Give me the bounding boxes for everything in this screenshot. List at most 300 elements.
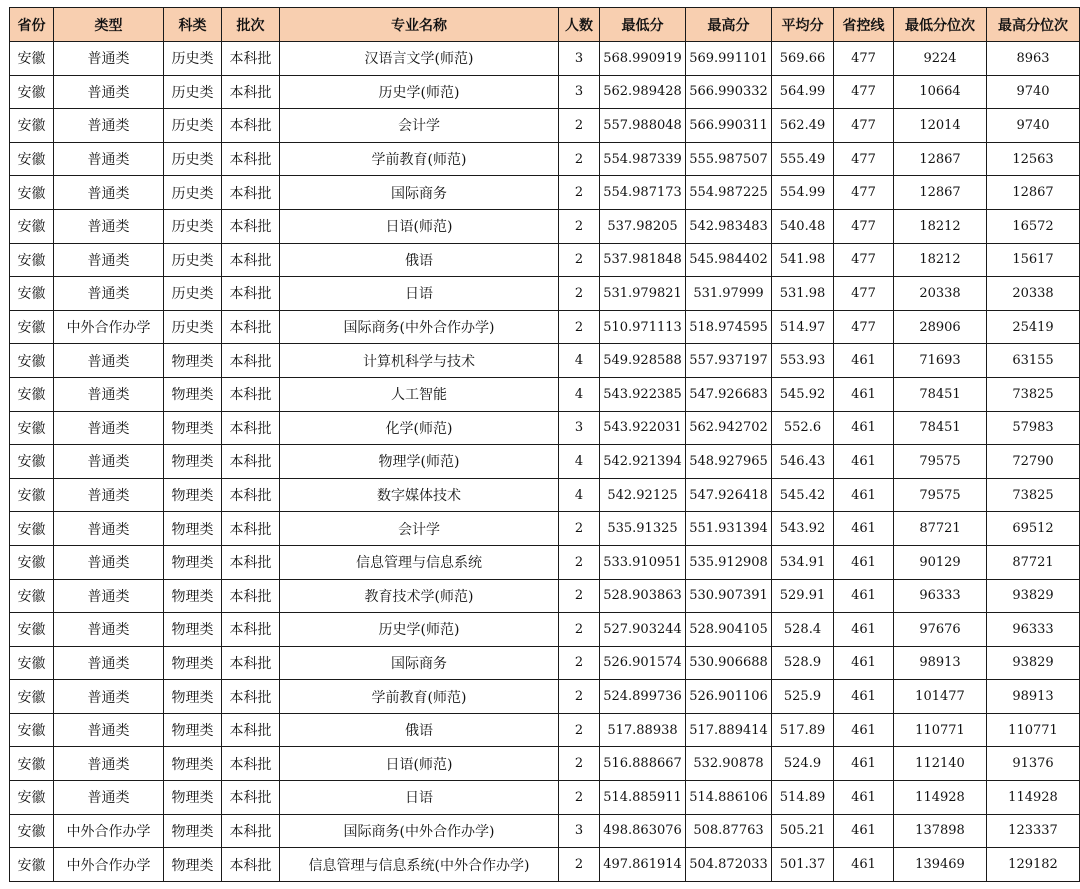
header-control-line: 省控线 <box>834 8 894 42</box>
header-max-rank: 最高分位次 <box>987 8 1080 42</box>
cell-batch: 本科批 <box>222 109 280 143</box>
cell-min-score: 537.98205 <box>600 209 686 243</box>
cell-min-rank: 20338 <box>894 277 987 311</box>
cell-control-line: 461 <box>834 747 894 781</box>
cell-type: 普通类 <box>54 445 164 479</box>
cell-batch: 本科批 <box>222 176 280 210</box>
cell-count: 2 <box>559 142 600 176</box>
table-row <box>10 176 1080 210</box>
cell-max-rank: 91376 <box>987 747 1080 781</box>
cell-control-line: 461 <box>834 545 894 579</box>
cell-batch: 本科批 <box>222 579 280 613</box>
table-row <box>10 545 1080 579</box>
cell-subject: 物理类 <box>164 713 222 747</box>
cell-count: 2 <box>559 848 600 882</box>
cell-province: 安徽 <box>10 713 54 747</box>
cell-province: 安徽 <box>10 680 54 714</box>
cell-control-line: 477 <box>834 209 894 243</box>
cell-avg-score: 514.97 <box>772 310 834 344</box>
header-count: 人数 <box>559 8 600 42</box>
cell-major: 信息管理与信息系统 <box>280 545 559 579</box>
table-row <box>10 613 1080 647</box>
cell-max-score: 554.987225 <box>686 176 772 210</box>
cell-min-score: 526.901574 <box>600 646 686 680</box>
cell-subject: 物理类 <box>164 377 222 411</box>
cell-avg-score: 562.49 <box>772 109 834 143</box>
cell-min-rank: 114928 <box>894 781 987 815</box>
cell-type: 普通类 <box>54 243 164 277</box>
cell-province: 安徽 <box>10 310 54 344</box>
cell-province: 安徽 <box>10 445 54 479</box>
cell-avg-score: 517.89 <box>772 713 834 747</box>
cell-avg-score: 501.37 <box>772 848 834 882</box>
cell-batch: 本科批 <box>222 848 280 882</box>
cell-batch: 本科批 <box>222 142 280 176</box>
cell-max-rank: 8963 <box>987 42 1080 76</box>
cell-subject: 物理类 <box>164 545 222 579</box>
cell-avg-score: 546.43 <box>772 445 834 479</box>
cell-major: 日语 <box>280 277 559 311</box>
cell-type: 普通类 <box>54 75 164 109</box>
cell-major: 日语(师范) <box>280 209 559 243</box>
cell-batch: 本科批 <box>222 445 280 479</box>
cell-max-score: 551.931394 <box>686 512 772 546</box>
cell-control-line: 461 <box>834 411 894 445</box>
cell-min-rank: 79575 <box>894 478 987 512</box>
cell-count: 2 <box>559 243 600 277</box>
cell-count: 3 <box>559 411 600 445</box>
cell-min-score: 568.990919 <box>600 42 686 76</box>
header-type: 类型 <box>54 8 164 42</box>
cell-max-score: 547.926418 <box>686 478 772 512</box>
cell-avg-score: 552.6 <box>772 411 834 445</box>
cell-max-rank: 98913 <box>987 680 1080 714</box>
header-subject: 科类 <box>164 8 222 42</box>
cell-batch: 本科批 <box>222 277 280 311</box>
cell-min-score: 543.922031 <box>600 411 686 445</box>
cell-province: 安徽 <box>10 613 54 647</box>
cell-min-score: 543.922385 <box>600 377 686 411</box>
cell-min-score: 557.988048 <box>600 109 686 143</box>
cell-type: 普通类 <box>54 680 164 714</box>
cell-province: 安徽 <box>10 545 54 579</box>
table-row <box>10 142 1080 176</box>
cell-max-score: 532.90878 <box>686 747 772 781</box>
table-row <box>10 75 1080 109</box>
cell-count: 2 <box>559 646 600 680</box>
cell-province: 安徽 <box>10 646 54 680</box>
cell-avg-score: 540.48 <box>772 209 834 243</box>
cell-type: 普通类 <box>54 176 164 210</box>
cell-type: 普通类 <box>54 512 164 546</box>
cell-major: 国际商务 <box>280 176 559 210</box>
cell-control-line: 477 <box>834 176 894 210</box>
cell-min-rank: 137898 <box>894 814 987 848</box>
cell-avg-score: 545.92 <box>772 377 834 411</box>
cell-type: 普通类 <box>54 579 164 613</box>
cell-max-rank: 57983 <box>987 411 1080 445</box>
cell-max-rank: 9740 <box>987 109 1080 143</box>
cell-avg-score: 553.93 <box>772 344 834 378</box>
cell-count: 3 <box>559 42 600 76</box>
cell-control-line: 477 <box>834 243 894 277</box>
cell-control-line: 461 <box>834 445 894 479</box>
cell-max-rank: 73825 <box>987 478 1080 512</box>
table-row <box>10 579 1080 613</box>
cell-major: 会计学 <box>280 512 559 546</box>
cell-avg-score: 541.98 <box>772 243 834 277</box>
cell-subject: 物理类 <box>164 613 222 647</box>
cell-major: 数字媒体技术 <box>280 478 559 512</box>
table-row <box>10 42 1080 76</box>
cell-batch: 本科批 <box>222 344 280 378</box>
cell-batch: 本科批 <box>222 411 280 445</box>
cell-province: 安徽 <box>10 377 54 411</box>
cell-count: 4 <box>559 377 600 411</box>
table-row <box>10 209 1080 243</box>
cell-major: 汉语言文学(师范) <box>280 42 559 76</box>
cell-max-rank: 9740 <box>987 75 1080 109</box>
cell-batch: 本科批 <box>222 243 280 277</box>
cell-province: 安徽 <box>10 42 54 76</box>
cell-max-score: 566.990311 <box>686 109 772 143</box>
cell-control-line: 461 <box>834 512 894 546</box>
cell-min-score: 528.903863 <box>600 579 686 613</box>
table-row <box>10 109 1080 143</box>
cell-count: 2 <box>559 545 600 579</box>
cell-avg-score: 524.9 <box>772 747 834 781</box>
cell-min-rank: 96333 <box>894 579 987 613</box>
cell-max-rank: 16572 <box>987 209 1080 243</box>
header-province: 省份 <box>10 8 54 42</box>
cell-count: 2 <box>559 613 600 647</box>
cell-control-line: 461 <box>834 680 894 714</box>
cell-max-score: 528.904105 <box>686 613 772 647</box>
cell-subject: 物理类 <box>164 747 222 781</box>
table-row <box>10 445 1080 479</box>
table-row <box>10 310 1080 344</box>
cell-max-score: 518.974595 <box>686 310 772 344</box>
cell-count: 2 <box>559 781 600 815</box>
cell-type: 中外合作办学 <box>54 848 164 882</box>
cell-max-rank: 87721 <box>987 545 1080 579</box>
cell-subject: 历史类 <box>164 142 222 176</box>
cell-avg-score: 555.49 <box>772 142 834 176</box>
cell-major: 物理学(师范) <box>280 445 559 479</box>
cell-max-rank: 12867 <box>987 176 1080 210</box>
cell-max-score: 526.901106 <box>686 680 772 714</box>
cell-min-score: 535.91325 <box>600 512 686 546</box>
cell-max-score: 569.991101 <box>686 42 772 76</box>
cell-type: 普通类 <box>54 713 164 747</box>
cell-major: 历史学(师范) <box>280 613 559 647</box>
cell-min-score: 498.863076 <box>600 814 686 848</box>
cell-type: 普通类 <box>54 142 164 176</box>
cell-major: 学前教育(师范) <box>280 680 559 714</box>
cell-batch: 本科批 <box>222 747 280 781</box>
cell-type: 普通类 <box>54 747 164 781</box>
cell-province: 安徽 <box>10 579 54 613</box>
cell-count: 3 <box>559 814 600 848</box>
cell-max-rank: 93829 <box>987 646 1080 680</box>
cell-province: 安徽 <box>10 209 54 243</box>
header-batch: 批次 <box>222 8 280 42</box>
cell-control-line: 461 <box>834 713 894 747</box>
cell-batch: 本科批 <box>222 781 280 815</box>
table-row <box>10 277 1080 311</box>
cell-control-line: 461 <box>834 344 894 378</box>
cell-avg-score: 564.99 <box>772 75 834 109</box>
cell-max-rank: 63155 <box>987 344 1080 378</box>
cell-subject: 历史类 <box>164 310 222 344</box>
cell-max-score: 555.987507 <box>686 142 772 176</box>
cell-major: 国际商务(中外合作办学) <box>280 310 559 344</box>
cell-subject: 物理类 <box>164 411 222 445</box>
cell-min-rank: 10664 <box>894 75 987 109</box>
cell-min-score: 554.987339 <box>600 142 686 176</box>
cell-province: 安徽 <box>10 142 54 176</box>
cell-control-line: 461 <box>834 377 894 411</box>
cell-major: 计算机科学与技术 <box>280 344 559 378</box>
table-body <box>10 42 1080 882</box>
cell-batch: 本科批 <box>222 814 280 848</box>
cell-type: 普通类 <box>54 545 164 579</box>
cell-min-rank: 71693 <box>894 344 987 378</box>
cell-max-rank: 72790 <box>987 445 1080 479</box>
cell-max-score: 535.912908 <box>686 545 772 579</box>
cell-max-rank: 110771 <box>987 713 1080 747</box>
cell-min-score: 514.885911 <box>600 781 686 815</box>
cell-subject: 历史类 <box>164 209 222 243</box>
cell-max-score: 562.942702 <box>686 411 772 445</box>
cell-max-rank: 20338 <box>987 277 1080 311</box>
cell-province: 安徽 <box>10 747 54 781</box>
cell-subject: 历史类 <box>164 109 222 143</box>
cell-min-score: 562.989428 <box>600 75 686 109</box>
cell-count: 2 <box>559 277 600 311</box>
cell-subject: 历史类 <box>164 42 222 76</box>
cell-max-score: 547.926683 <box>686 377 772 411</box>
cell-control-line: 461 <box>834 478 894 512</box>
cell-max-rank: 25419 <box>987 310 1080 344</box>
cell-min-rank: 12867 <box>894 176 987 210</box>
cell-major: 人工智能 <box>280 377 559 411</box>
cell-type: 普通类 <box>54 109 164 143</box>
cell-min-rank: 18212 <box>894 243 987 277</box>
cell-min-rank: 78451 <box>894 377 987 411</box>
cell-subject: 物理类 <box>164 781 222 815</box>
cell-avg-score: 569.66 <box>772 42 834 76</box>
table-row <box>10 646 1080 680</box>
table-row <box>10 411 1080 445</box>
cell-subject: 物理类 <box>164 344 222 378</box>
cell-min-rank: 98913 <box>894 646 987 680</box>
cell-min-rank: 87721 <box>894 512 987 546</box>
cell-min-rank: 78451 <box>894 411 987 445</box>
cell-max-score: 508.87763 <box>686 814 772 848</box>
cell-max-rank: 15617 <box>987 243 1080 277</box>
cell-major: 学前教育(师范) <box>280 142 559 176</box>
cell-avg-score: 531.98 <box>772 277 834 311</box>
cell-count: 2 <box>559 579 600 613</box>
cell-min-score: 542.921394 <box>600 445 686 479</box>
cell-subject: 历史类 <box>164 176 222 210</box>
cell-count: 2 <box>559 176 600 210</box>
cell-batch: 本科批 <box>222 377 280 411</box>
cell-min-rank: 79575 <box>894 445 987 479</box>
cell-max-rank: 96333 <box>987 613 1080 647</box>
cell-batch: 本科批 <box>222 680 280 714</box>
header-min-rank: 最低分位次 <box>894 8 987 42</box>
cell-control-line: 477 <box>834 75 894 109</box>
cell-control-line: 461 <box>834 646 894 680</box>
cell-type: 普通类 <box>54 613 164 647</box>
cell-max-score: 542.983483 <box>686 209 772 243</box>
cell-min-rank: 28906 <box>894 310 987 344</box>
cell-max-score: 517.889414 <box>686 713 772 747</box>
cell-type: 普通类 <box>54 411 164 445</box>
table-row <box>10 512 1080 546</box>
cell-max-score: 530.906688 <box>686 646 772 680</box>
cell-province: 安徽 <box>10 109 54 143</box>
cell-major: 日语 <box>280 781 559 815</box>
table-row <box>10 478 1080 512</box>
table-row <box>10 747 1080 781</box>
cell-count: 2 <box>559 747 600 781</box>
cell-type: 普通类 <box>54 478 164 512</box>
cell-avg-score: 514.89 <box>772 781 834 815</box>
cell-control-line: 461 <box>834 579 894 613</box>
cell-control-line: 461 <box>834 814 894 848</box>
cell-count: 2 <box>559 209 600 243</box>
cell-type: 普通类 <box>54 377 164 411</box>
table-row <box>10 377 1080 411</box>
cell-province: 安徽 <box>10 848 54 882</box>
cell-count: 2 <box>559 512 600 546</box>
cell-batch: 本科批 <box>222 209 280 243</box>
cell-max-score: 504.872033 <box>686 848 772 882</box>
cell-max-rank: 114928 <box>987 781 1080 815</box>
cell-major: 教育技术学(师范) <box>280 579 559 613</box>
cell-batch: 本科批 <box>222 42 280 76</box>
cell-min-score: 524.899736 <box>600 680 686 714</box>
cell-count: 2 <box>559 109 600 143</box>
cell-min-score: 549.928588 <box>600 344 686 378</box>
table-row <box>10 848 1080 882</box>
cell-avg-score: 525.9 <box>772 680 834 714</box>
cell-control-line: 461 <box>834 781 894 815</box>
cell-major: 日语(师范) <box>280 747 559 781</box>
cell-major: 俄语 <box>280 243 559 277</box>
cell-control-line: 477 <box>834 277 894 311</box>
cell-batch: 本科批 <box>222 646 280 680</box>
cell-count: 3 <box>559 75 600 109</box>
cell-subject: 历史类 <box>164 277 222 311</box>
cell-max-score: 557.937197 <box>686 344 772 378</box>
cell-max-rank: 129182 <box>987 848 1080 882</box>
cell-subject: 物理类 <box>164 680 222 714</box>
cell-min-score: 542.92125 <box>600 478 686 512</box>
cell-province: 安徽 <box>10 277 54 311</box>
header-avg-score: 平均分 <box>772 8 834 42</box>
cell-min-score: 517.88938 <box>600 713 686 747</box>
cell-subject: 物理类 <box>164 512 222 546</box>
cell-min-rank: 9224 <box>894 42 987 76</box>
cell-type: 中外合作办学 <box>54 310 164 344</box>
cell-count: 4 <box>559 344 600 378</box>
cell-max-rank: 93829 <box>987 579 1080 613</box>
cell-min-rank: 139469 <box>894 848 987 882</box>
cell-min-score: 497.861914 <box>600 848 686 882</box>
cell-major: 历史学(师范) <box>280 75 559 109</box>
cell-control-line: 461 <box>834 613 894 647</box>
cell-count: 2 <box>559 713 600 747</box>
cell-min-rank: 12014 <box>894 109 987 143</box>
cell-type: 普通类 <box>54 209 164 243</box>
cell-control-line: 477 <box>834 42 894 76</box>
cell-type: 普通类 <box>54 42 164 76</box>
cell-max-score: 514.886106 <box>686 781 772 815</box>
cell-control-line: 477 <box>834 142 894 176</box>
cell-min-rank: 12867 <box>894 142 987 176</box>
cell-subject: 物理类 <box>164 445 222 479</box>
cell-major: 俄语 <box>280 713 559 747</box>
cell-type: 普通类 <box>54 344 164 378</box>
cell-avg-score: 529.91 <box>772 579 834 613</box>
cell-max-score: 531.97999 <box>686 277 772 311</box>
cell-min-score: 527.903244 <box>600 613 686 647</box>
cell-max-score: 545.984402 <box>686 243 772 277</box>
cell-batch: 本科批 <box>222 613 280 647</box>
cell-province: 安徽 <box>10 176 54 210</box>
cell-batch: 本科批 <box>222 310 280 344</box>
cell-avg-score: 534.91 <box>772 545 834 579</box>
cell-province: 安徽 <box>10 75 54 109</box>
cell-subject: 物理类 <box>164 814 222 848</box>
cell-min-rank: 112140 <box>894 747 987 781</box>
cell-max-score: 530.907391 <box>686 579 772 613</box>
cell-major: 国际商务(中外合作办学) <box>280 814 559 848</box>
cell-province: 安徽 <box>10 814 54 848</box>
cell-major: 会计学 <box>280 109 559 143</box>
cell-count: 4 <box>559 445 600 479</box>
cell-avg-score: 528.9 <box>772 646 834 680</box>
cell-control-line: 477 <box>834 109 894 143</box>
cell-count: 2 <box>559 310 600 344</box>
header-max-score: 最高分 <box>686 8 772 42</box>
table-row <box>10 344 1080 378</box>
cell-batch: 本科批 <box>222 512 280 546</box>
cell-province: 安徽 <box>10 781 54 815</box>
cell-type: 普通类 <box>54 277 164 311</box>
cell-min-score: 510.971113 <box>600 310 686 344</box>
cell-subject: 物理类 <box>164 848 222 882</box>
cell-batch: 本科批 <box>222 75 280 109</box>
table-row <box>10 713 1080 747</box>
cell-subject: 物理类 <box>164 478 222 512</box>
cell-min-rank: 110771 <box>894 713 987 747</box>
cell-avg-score: 545.42 <box>772 478 834 512</box>
cell-major: 化学(师范) <box>280 411 559 445</box>
cell-subject: 历史类 <box>164 243 222 277</box>
cell-min-rank: 18212 <box>894 209 987 243</box>
cell-min-rank: 101477 <box>894 680 987 714</box>
cell-max-rank: 12563 <box>987 142 1080 176</box>
cell-min-score: 516.888667 <box>600 747 686 781</box>
cell-subject: 物理类 <box>164 579 222 613</box>
cell-subject: 物理类 <box>164 646 222 680</box>
admission-table-container <box>9 7 1080 882</box>
